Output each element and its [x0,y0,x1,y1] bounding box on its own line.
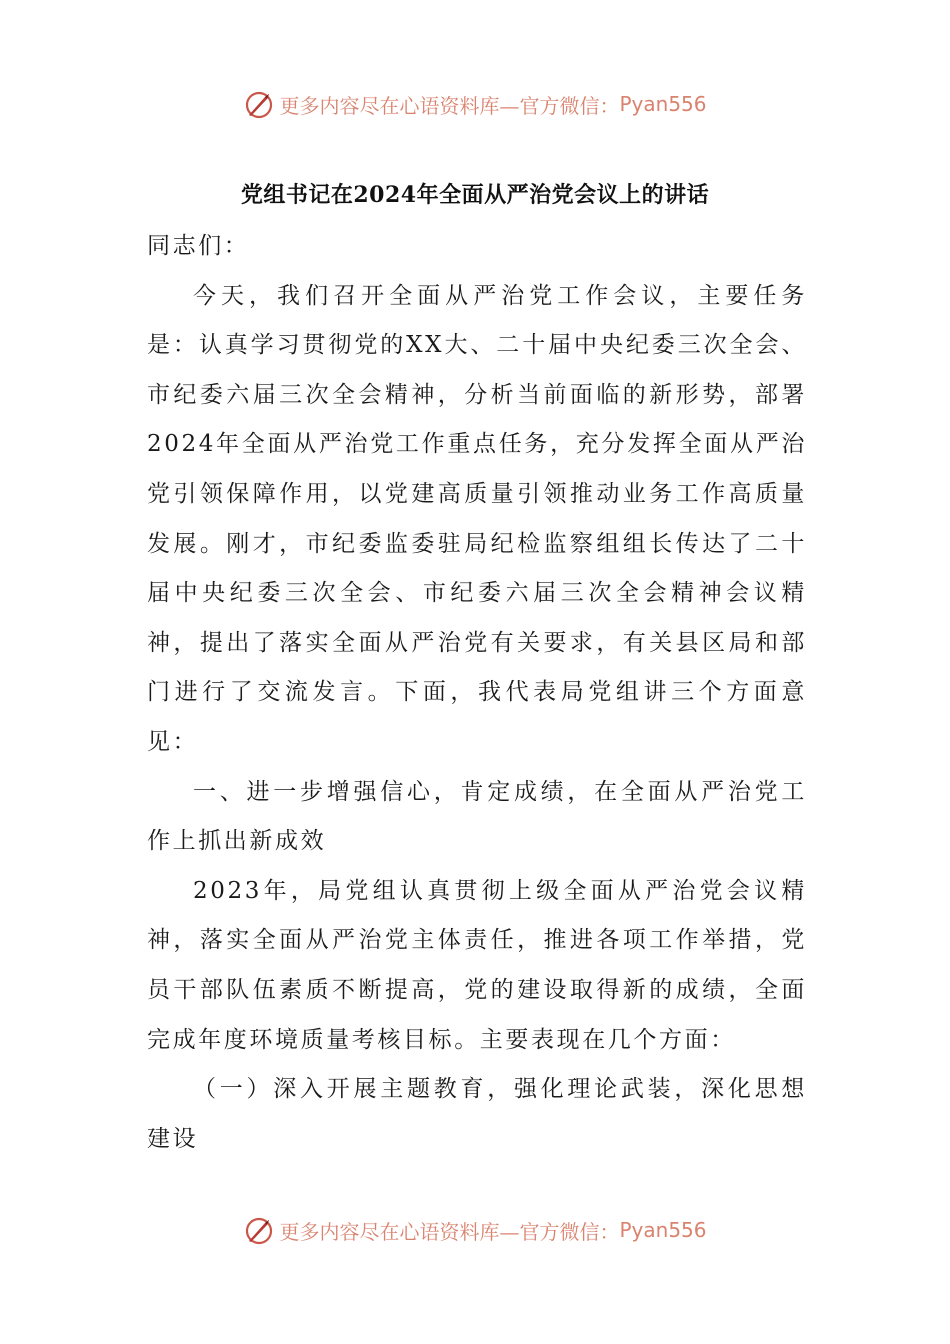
watermark-text: 更多内容尽在心语资料库—官方微信： [279,1219,620,1244]
subsection-heading: （一）深入开展主题教育，强化理论武装，深化思想建设 [147,1076,807,1152]
pen-circle-icon [243,1214,275,1246]
paragraph: 2023年，局党组认真贯彻上级全面从严治党会议精神，落实全面从严治党主体责任，推进各项工作举措，党员干部队伍素质不断提高，党的建设取得新的成绩，全面完成年度环境质量考核目标。主要表现在几个方面： [147,877,807,1053]
document-body [147,222,807,1164]
section-heading: 一、进一步增强信心，肯定成绩，在全面从严治党工作上抓出新成效 [147,778,807,855]
salutation: 同志们： [147,233,250,259]
document-title: 党组书记在2024年全面从严治党会议上的讲话 [240,182,710,208]
watermark-footer [0,1210,950,1250]
pen-circle-icon [243,88,275,120]
watermark-header [0,84,950,124]
watermark-wechat-id: Pyan556 [619,92,707,116]
watermark-wechat-id: Pyan556 [619,1218,707,1242]
watermark-text: 更多内容尽在心语资料库—官方微信： [279,93,620,118]
paragraph: 今天，我们召开全面从严治党工作会议，主要任务是：认真学习贯彻党的XX大、二十届中央纪委三次全会、市纪委六届三次全会精神，分析当前面临的新形势，部署2024年全面从严治党工作重点任务，充分发挥全面从严治党引领保障作用，以党建高质量引领推动业务工作高质量发展。刚才，市纪委监委驻局纪检监察组组长传达了二十届中央纪委三次全会、市纪委六届三次全会精神会议精神，提出了落实全面从严治党有关要求，有关县区局和部门进行了交流发言。下面，我代表局党组讲三个方面意见： [147,282,807,755]
